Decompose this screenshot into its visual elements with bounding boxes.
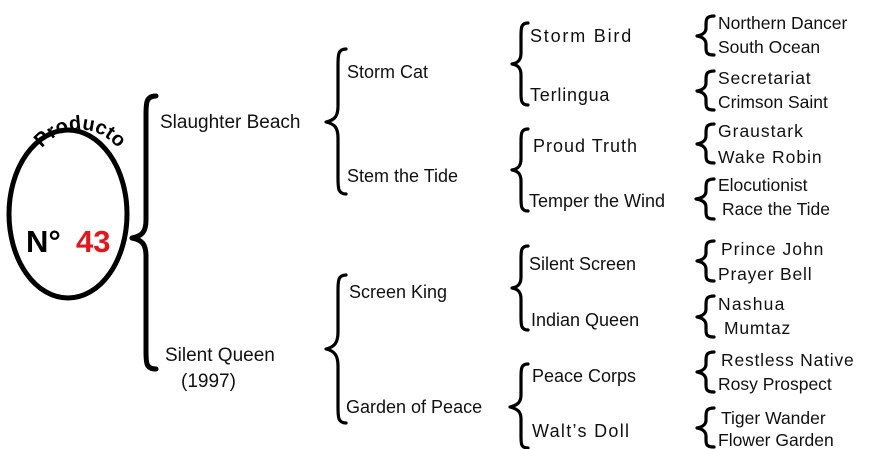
gen3-silent-screen: Silent Screen [529, 254, 637, 274]
brace-garden-of-peace [510, 364, 528, 448]
sire-dam-name: Stem the Tide [347, 166, 459, 186]
horse-year: (1997) [181, 371, 236, 392]
gen4-race-the-tide: Race the Tide [722, 199, 830, 219]
gen4-secretariat: Secretariat [718, 68, 812, 88]
sire-sire-name: Storm Cat [347, 62, 429, 82]
badge-number: 43 [76, 224, 111, 259]
gen4-crimson-saint: Crimson Saint [718, 92, 828, 112]
badge-outline [9, 130, 127, 298]
brace-walts-doll [697, 408, 714, 447]
gen3-walts-doll: Walt’s Doll [532, 421, 631, 441]
badge-word: Producto [29, 112, 131, 152]
gen3-proud-truth: Proud Truth [533, 136, 639, 156]
badge-prefix: N° [26, 224, 61, 259]
brace-storm-cat [512, 23, 528, 105]
brace-proud-truth [697, 124, 714, 163]
brace-gen1 [132, 96, 156, 369]
brace-silent-screen [697, 241, 714, 281]
brace-sire-line [326, 49, 346, 194]
gen4-northern-dancer: Northern Dancer [718, 13, 848, 33]
gen3-storm-bird: Storm Bird [530, 26, 634, 46]
gen4-rosy-prospect: Rosy Prospect [718, 374, 832, 394]
gen4-prayer-bell: Prayer Bell [718, 264, 813, 284]
gen3-temper-the-wind: Temper the Wind [529, 191, 666, 211]
sire-name: Slaughter Beach [160, 112, 301, 133]
gen4-elocutionist: Elocutionist [718, 175, 808, 195]
brace-peace-corps [697, 352, 714, 392]
gen4-mumtaz: Mumtaz [724, 318, 792, 338]
gen4-prince-john: Prince John [721, 239, 825, 259]
brace-terlingua [697, 71, 714, 110]
product-badge [9, 112, 130, 298]
gen4-nashua: Nashua [718, 294, 786, 314]
gen4-flower-garden: Flower Garden [718, 430, 834, 449]
gen4-restless-native: Restless Native [721, 350, 855, 370]
brace-dam-line [326, 275, 346, 423]
brace-indian-queen [697, 296, 714, 337]
gen3-terlingua: Terlingua [530, 85, 611, 105]
brace-screen-king [512, 246, 528, 330]
gen3-peace-corps: Peace Corps [532, 366, 637, 386]
horse-name: Silent Queen [165, 345, 275, 366]
brace-stem-the-tide [512, 129, 528, 211]
brace-storm-bird [697, 16, 714, 55]
gen4-tiger-wander: Tiger Wander [721, 408, 826, 428]
gen4-graustark: Graustark [718, 121, 804, 141]
gen4-wake-robin: Wake Robin [718, 147, 823, 167]
gen3-indian-queen: Indian Queen [531, 310, 640, 330]
gen4-south-ocean: South Ocean [718, 37, 821, 57]
dam-sire-name: Screen King [349, 282, 448, 302]
brace-temper-the-wind [696, 179, 714, 219]
dam-dam-name: Garden of Peace [346, 397, 483, 417]
